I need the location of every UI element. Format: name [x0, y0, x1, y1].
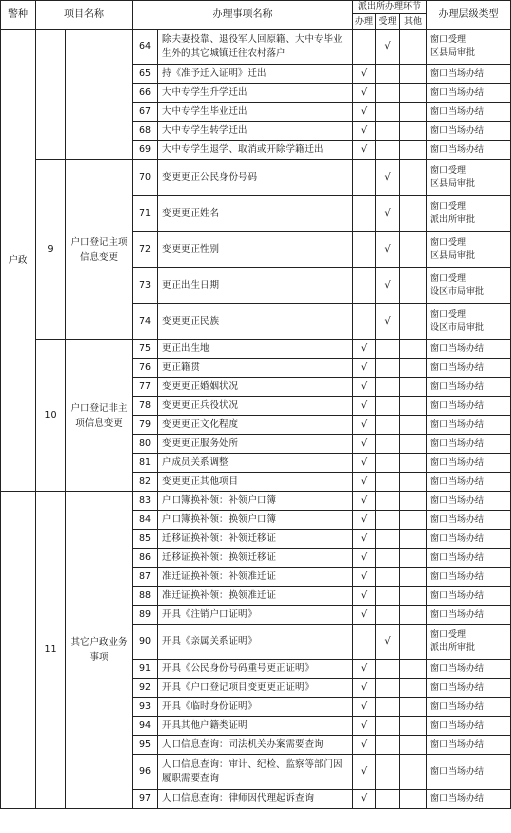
item-number: 81	[133, 454, 158, 473]
handle-check	[353, 160, 376, 196]
item-name: 更正出生日期	[158, 268, 353, 304]
handle-check: √	[353, 698, 376, 717]
other-check	[400, 606, 427, 625]
handle-check	[353, 196, 376, 232]
level-type: 窗口当场办结	[427, 84, 511, 103]
group-name: 户口登记非主项信息变更	[66, 340, 133, 492]
handle-check: √	[353, 492, 376, 511]
handle-check	[353, 268, 376, 304]
item-name: 大中专学生退学、取消或开除学籍迁出	[158, 141, 353, 160]
level-type: 窗口受理 区县局审批	[427, 160, 511, 196]
item-number: 74	[133, 304, 158, 340]
handle-check: √	[353, 511, 376, 530]
level-type: 窗口当场办结	[427, 397, 511, 416]
handle-check: √	[353, 340, 376, 359]
item-name: 变更更正民族	[158, 304, 353, 340]
item-number: 75	[133, 340, 158, 359]
accept-check: √	[376, 196, 400, 232]
item-name: 开具《亲属关系证明》	[158, 625, 353, 660]
accept-check	[376, 790, 400, 809]
handle-check: √	[353, 660, 376, 679]
accept-check	[376, 492, 400, 511]
item-name: 变更更正兵役状况	[158, 397, 353, 416]
handle-check: √	[353, 549, 376, 568]
other-check	[400, 625, 427, 660]
item-number: 88	[133, 587, 158, 606]
handle-check: √	[353, 587, 376, 606]
accept-check	[376, 549, 400, 568]
handle-check: √	[353, 736, 376, 755]
item-number: 86	[133, 549, 158, 568]
handle-check: √	[353, 397, 376, 416]
item-name: 准迁证换补领：补领准迁证	[158, 568, 353, 587]
item-number: 95	[133, 736, 158, 755]
item-number: 97	[133, 790, 158, 809]
other-check	[400, 530, 427, 549]
accept-check	[376, 755, 400, 790]
item-number: 69	[133, 141, 158, 160]
accept-check	[376, 568, 400, 587]
accept-check	[376, 340, 400, 359]
item-number: 82	[133, 473, 158, 492]
other-check	[400, 679, 427, 698]
level-type: 窗口当场办结	[427, 122, 511, 141]
item-number: 73	[133, 268, 158, 304]
handle-check: √	[353, 65, 376, 84]
accept-check	[376, 660, 400, 679]
item-number: 94	[133, 717, 158, 736]
item-number: 83	[133, 492, 158, 511]
level-type: 窗口当场办结	[427, 141, 511, 160]
accept-check: √	[376, 268, 400, 304]
handle-check: √	[353, 790, 376, 809]
handle-check: √	[353, 473, 376, 492]
other-check	[400, 141, 427, 160]
accept-check	[376, 473, 400, 492]
other-check	[400, 340, 427, 359]
item-name: 迁移证换补领：换领迁移证	[158, 549, 353, 568]
item-name: 户口簿换补领：补领户口簿	[158, 492, 353, 511]
accept-check	[376, 103, 400, 122]
accept-check	[376, 435, 400, 454]
accept-check	[376, 84, 400, 103]
accept-check	[376, 587, 400, 606]
item-name: 除夫妻投靠、退役军人回原籍、大中专毕业生外的其它城镇迁往农村落户	[158, 30, 353, 65]
header-handle: 办理	[353, 14, 376, 30]
level-type: 窗口当场办结	[427, 103, 511, 122]
item-number: 64	[133, 30, 158, 65]
item-name: 人口信息查询：司法机关办案需要查询	[158, 736, 353, 755]
level-type: 窗口受理 派出所审批	[427, 196, 511, 232]
other-check	[400, 30, 427, 65]
accept-check	[376, 359, 400, 378]
other-check	[400, 435, 427, 454]
group-number: 10	[36, 340, 66, 492]
other-check	[400, 160, 427, 196]
accept-check	[376, 141, 400, 160]
item-name: 准迁证换补领：换领准迁证	[158, 587, 353, 606]
level-type: 窗口受理 设区市局审批	[427, 304, 511, 340]
table-row	[1, 492, 511, 511]
level-type: 窗口当场办结	[427, 416, 511, 435]
accept-check	[376, 698, 400, 717]
level-type: 窗口当场办结	[427, 679, 511, 698]
item-name: 变更更正文化程度	[158, 416, 353, 435]
header-category: 警种	[1, 1, 36, 30]
accept-check	[376, 736, 400, 755]
item-name: 变更更正姓名	[158, 196, 353, 232]
level-type: 窗口当场办结	[427, 606, 511, 625]
item-number: 93	[133, 698, 158, 717]
item-name: 变更更正服务处所	[158, 435, 353, 454]
category-cell-empty	[1, 492, 36, 809]
other-check	[400, 122, 427, 141]
item-number: 71	[133, 196, 158, 232]
other-check	[400, 755, 427, 790]
accept-check	[376, 530, 400, 549]
item-number: 90	[133, 625, 158, 660]
level-type: 窗口当场办结	[427, 435, 511, 454]
handle-check: √	[353, 141, 376, 160]
other-check	[400, 492, 427, 511]
other-check	[400, 698, 427, 717]
other-check	[400, 511, 427, 530]
item-number: 70	[133, 160, 158, 196]
level-type: 窗口当场办结	[427, 359, 511, 378]
handle-check: √	[353, 435, 376, 454]
other-check	[400, 84, 427, 103]
other-check	[400, 736, 427, 755]
item-name: 人口信息查询：审计、纪检、监察等部门因履职需要查询	[158, 755, 353, 790]
group-number	[36, 30, 66, 160]
handle-check	[353, 625, 376, 660]
header-accept: 受理	[376, 14, 400, 30]
header-station-group: 派出所办理环节	[353, 1, 427, 14]
handle-check: √	[353, 378, 376, 397]
level-type: 窗口当场办结	[427, 698, 511, 717]
accept-check	[376, 397, 400, 416]
other-check	[400, 790, 427, 809]
item-name: 开具《户口登记项目变更更正证明》	[158, 679, 353, 698]
item-number: 96	[133, 755, 158, 790]
item-name: 户成员关系调整	[158, 454, 353, 473]
item-number: 77	[133, 378, 158, 397]
table-row	[1, 160, 511, 196]
item-name: 大中专学生转学迁出	[158, 122, 353, 141]
accept-check	[376, 606, 400, 625]
handle-check	[353, 30, 376, 65]
handle-check: √	[353, 454, 376, 473]
other-check	[400, 268, 427, 304]
other-check	[400, 717, 427, 736]
other-check	[400, 473, 427, 492]
other-check	[400, 103, 427, 122]
handle-check	[353, 232, 376, 268]
item-number: 65	[133, 65, 158, 84]
item-name: 大中专学生升学迁出	[158, 84, 353, 103]
handle-check: √	[353, 530, 376, 549]
accept-check: √	[376, 160, 400, 196]
group-name: 户口登记主项信息变更	[66, 160, 133, 340]
other-check	[400, 378, 427, 397]
item-name: 人口信息查询：律师因代理起诉查询	[158, 790, 353, 809]
handle-check: √	[353, 84, 376, 103]
level-type: 窗口当场办结	[427, 530, 511, 549]
accept-check	[376, 454, 400, 473]
item-number: 85	[133, 530, 158, 549]
accept-check: √	[376, 304, 400, 340]
other-check	[400, 568, 427, 587]
item-name: 变更更正性别	[158, 232, 353, 268]
item-name: 变更更正其他项目	[158, 473, 353, 492]
other-check	[400, 416, 427, 435]
level-type: 窗口当场办结	[427, 736, 511, 755]
item-number: 80	[133, 435, 158, 454]
handle-check: √	[353, 568, 376, 587]
item-name: 户口簿换补领：换领户口簿	[158, 511, 353, 530]
other-check	[400, 397, 427, 416]
other-check	[400, 454, 427, 473]
level-type: 窗口当场办结	[427, 340, 511, 359]
item-number: 89	[133, 606, 158, 625]
item-name: 开具其他户籍类证明	[158, 717, 353, 736]
accept-check	[376, 717, 400, 736]
item-name: 大中专学生毕业迁出	[158, 103, 353, 122]
accept-check	[376, 65, 400, 84]
other-check	[400, 587, 427, 606]
level-type: 窗口当场办结	[427, 790, 511, 809]
accept-check: √	[376, 30, 400, 65]
level-type: 窗口当场办结	[427, 587, 511, 606]
group-number: 11	[36, 492, 66, 809]
header-item-name: 办理事项名称	[133, 1, 353, 30]
other-check	[400, 660, 427, 679]
level-type: 窗口当场办结	[427, 511, 511, 530]
item-number: 66	[133, 84, 158, 103]
level-type: 窗口当场办结	[427, 473, 511, 492]
other-check	[400, 196, 427, 232]
level-type: 窗口当场办结	[427, 454, 511, 473]
other-check	[400, 232, 427, 268]
level-type: 窗口受理 区县局审批	[427, 232, 511, 268]
item-name: 更正出生地	[158, 340, 353, 359]
level-type: 窗口当场办结	[427, 492, 511, 511]
handle-check: √	[353, 103, 376, 122]
accept-check	[376, 511, 400, 530]
level-type: 窗口当场办结	[427, 378, 511, 397]
table-row	[1, 340, 511, 359]
accept-check: √	[376, 232, 400, 268]
other-check	[400, 304, 427, 340]
table-row	[1, 30, 511, 65]
item-name: 迁移证换补领：补领迁移证	[158, 530, 353, 549]
level-type: 窗口受理 派出所审批	[427, 625, 511, 660]
item-number: 72	[133, 232, 158, 268]
level-type: 窗口当场办结	[427, 660, 511, 679]
item-name: 持《准予迁入证明》迁出	[158, 65, 353, 84]
group-number: 9	[36, 160, 66, 340]
header-project-name: 项目名称	[36, 1, 133, 30]
item-number: 67	[133, 103, 158, 122]
handle-check: √	[353, 606, 376, 625]
handle-check: √	[353, 717, 376, 736]
handle-check: √	[353, 755, 376, 790]
level-type: 窗口受理 区县局审批	[427, 30, 511, 65]
other-check	[400, 549, 427, 568]
handle-check: √	[353, 679, 376, 698]
item-name: 变更更正婚姻状况	[158, 378, 353, 397]
item-number: 76	[133, 359, 158, 378]
item-number: 91	[133, 660, 158, 679]
item-name: 变更更正公民身份号码	[158, 160, 353, 196]
header-level: 办理层级类型	[427, 1, 511, 30]
level-type: 窗口受理 设区市局审批	[427, 268, 511, 304]
other-check	[400, 359, 427, 378]
item-name: 更正籍贯	[158, 359, 353, 378]
group-name	[66, 30, 133, 160]
item-number: 92	[133, 679, 158, 698]
accept-check	[376, 679, 400, 698]
accept-check	[376, 122, 400, 141]
item-name: 开具《公民身份号码重号更正证明》	[158, 660, 353, 679]
item-number: 87	[133, 568, 158, 587]
level-type: 窗口当场办结	[427, 568, 511, 587]
item-number: 84	[133, 511, 158, 530]
accept-check	[376, 378, 400, 397]
level-type: 窗口当场办结	[427, 717, 511, 736]
item-name: 开具《注销户口证明》	[158, 606, 353, 625]
handle-check	[353, 304, 376, 340]
other-check	[400, 65, 427, 84]
level-type: 窗口当场办结	[427, 549, 511, 568]
group-name: 其它户政业务事项	[66, 492, 133, 809]
accept-check	[376, 416, 400, 435]
item-name: 开具《临时身份证明》	[158, 698, 353, 717]
item-number: 68	[133, 122, 158, 141]
handle-check: √	[353, 416, 376, 435]
header-other: 其他	[400, 14, 427, 30]
handle-check: √	[353, 359, 376, 378]
item-number: 78	[133, 397, 158, 416]
item-number: 79	[133, 416, 158, 435]
handle-check: √	[353, 122, 376, 141]
level-type: 窗口当场办结	[427, 755, 511, 790]
level-type: 窗口当场办结	[427, 65, 511, 84]
category-cell: 户政	[1, 30, 36, 492]
accept-check: √	[376, 625, 400, 660]
